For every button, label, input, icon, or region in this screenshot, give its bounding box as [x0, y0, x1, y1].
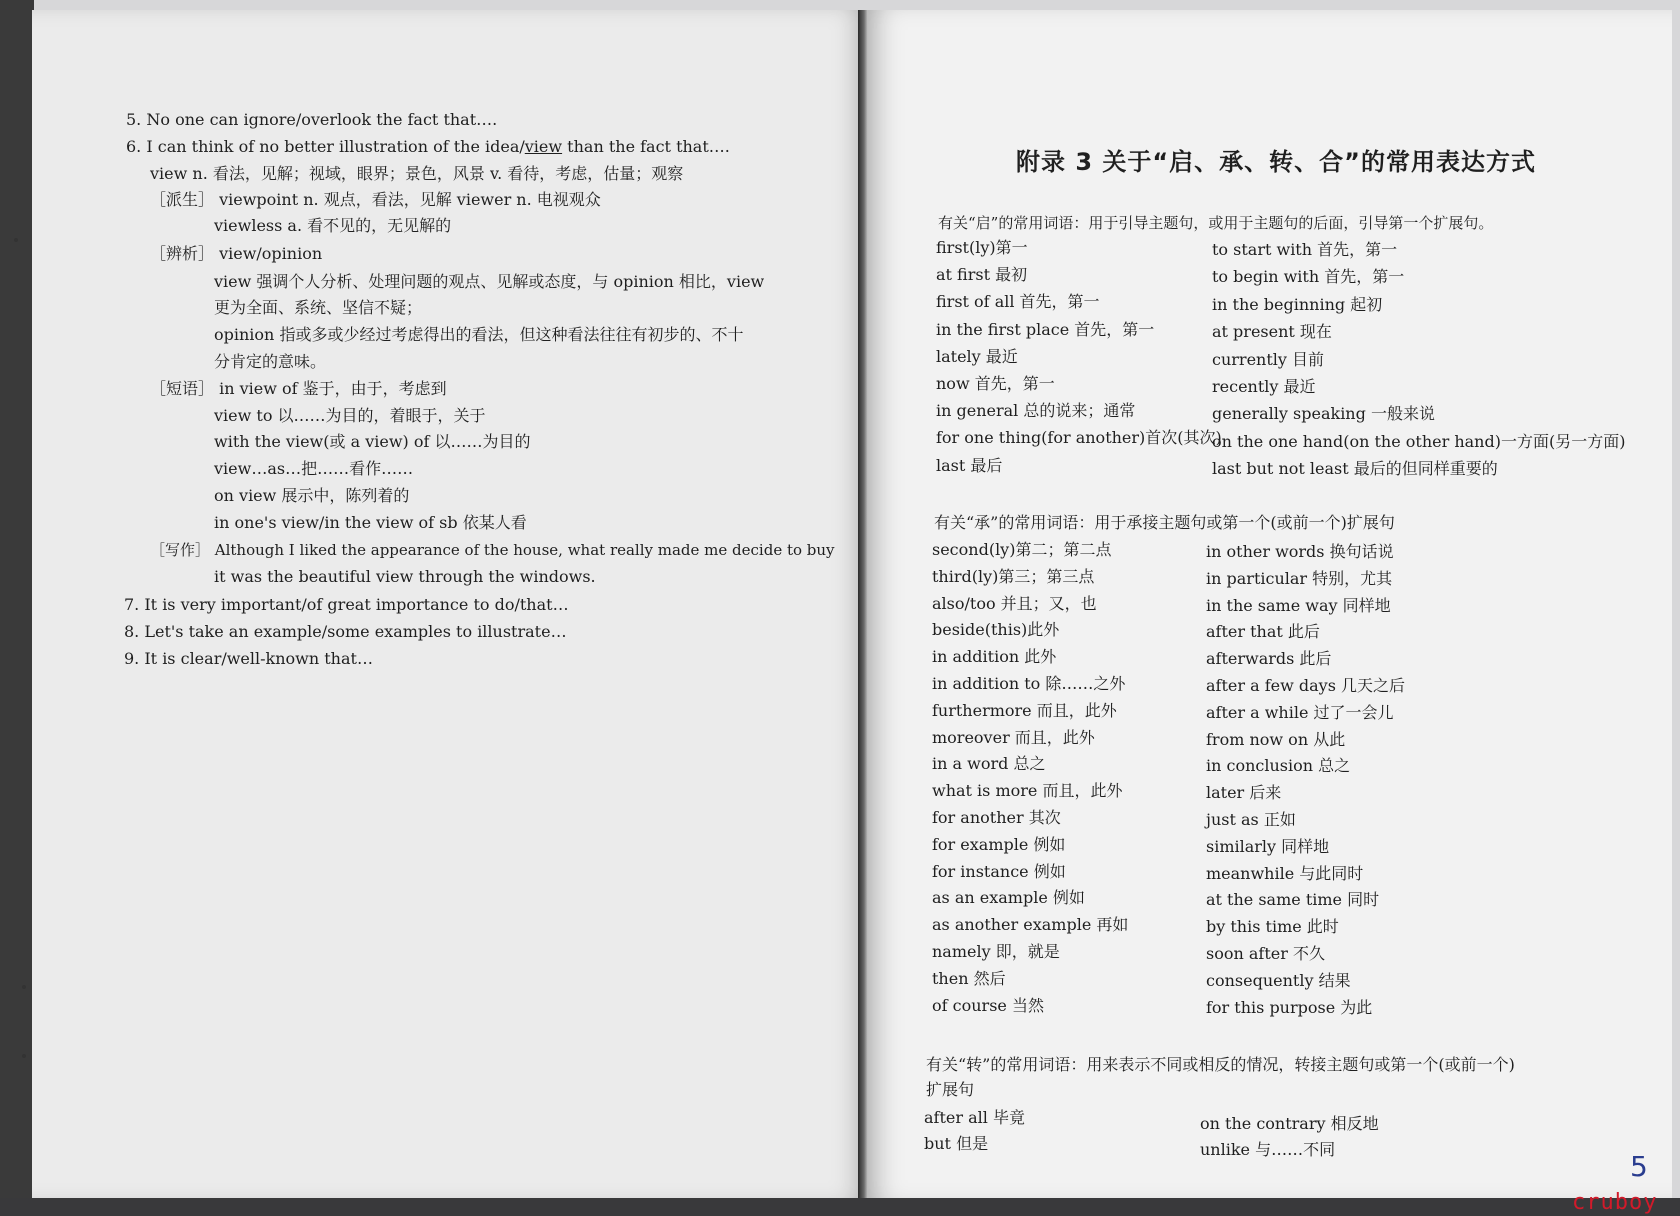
cheng-left-item: as another example 再如: [932, 915, 1129, 935]
cheng-left-item: in addition to 除……之外: [932, 674, 1126, 693]
zhuan-intro: 有关“转”的常用词语：用来表示不同或相反的情况，转接主题句或第一个(或前一个): [926, 1055, 1515, 1074]
qi-right-item: in the beginning 起初: [1212, 294, 1383, 314]
scan-speck: [22, 985, 26, 989]
left-line: ［派生］ viewpoint n. 观点，看法，见解 viewer n. 电视观众: [150, 190, 601, 209]
cheng-left-item: third(ly)第三；第三点: [932, 566, 1095, 586]
cheng-left-item: moreover 而且，此外: [932, 727, 1095, 747]
cheng-intro: 有关“承”的常用词语：用于承接主题句或第一个(或前一个)扩展句: [934, 513, 1395, 532]
cheng-right-item: after a few days 几天之后: [1206, 676, 1406, 695]
cheng-right-item: from now on 从此: [1206, 729, 1346, 749]
watermark: cruboy: [1572, 1190, 1658, 1215]
cheng-left-item: second(ly)第二；第二点: [932, 540, 1112, 559]
cheng-right-item: in conclusion 总之: [1206, 756, 1351, 776]
qi-left-item: last 最后: [936, 455, 1003, 475]
cheng-left-item: in addition 此外: [932, 647, 1057, 667]
cheng-right-item: after a while 过了一会儿: [1206, 702, 1394, 722]
left-line: 5. No one can ignore/overlook the fact that….: [126, 110, 498, 129]
qi-left-item: in general 总的说来；通常: [936, 401, 1136, 421]
left-line: view to 以……为目的，着眼于，关于: [214, 406, 486, 425]
zhuan-right-item: on the contrary 相反地: [1200, 1114, 1379, 1133]
left-line: 更为全面、系统、坚信不疑；: [214, 298, 423, 317]
cheng-left-item: furthermore 而且，此外: [932, 700, 1117, 720]
left-line: it was the beautiful view through the windows.: [214, 567, 596, 586]
left-line: view…as…把……看作……: [214, 459, 414, 478]
qi-left-item: first(ly)第一: [936, 238, 1028, 257]
left-line: viewless a. 看不见的，无见解的: [214, 216, 452, 235]
qi-right-item: to start with 首先，第一: [1212, 240, 1398, 259]
cheng-left-item: also/too 并且；又，也: [932, 593, 1097, 613]
zhuan-intro-cont: 扩展句: [926, 1080, 975, 1099]
qi-left-item: now 首先，第一: [936, 374, 1055, 393]
cheng-left-item: namely 即，就是: [932, 942, 1060, 961]
qi-right-item: at present 现在: [1212, 322, 1332, 342]
qi-right-item: to begin with 首先，第一: [1212, 267, 1405, 287]
scan-speck: [22, 1054, 26, 1058]
left-line: 分肯定的意味。: [214, 352, 327, 371]
cheng-right-item: after that 此后: [1206, 622, 1320, 642]
left-line: 9. It is clear/well-known that…: [124, 649, 373, 668]
cheng-left-item: in a word 总之: [932, 754, 1046, 774]
qi-intro: 有关“启”的常用词语：用于引导主题句，或用于主题句的后面，引导第一个扩展句。: [938, 214, 1494, 232]
page-number: 5: [1630, 1150, 1648, 1183]
cheng-right-item: afterwards 此后: [1206, 649, 1332, 669]
cheng-left-item: for example 例如: [932, 834, 1066, 854]
qi-left-item: in the first place 首先，第一: [936, 319, 1155, 339]
left-line: ［辨析］ view/opinion: [150, 244, 323, 263]
cheng-right-item: just as 正如: [1206, 810, 1296, 829]
cheng-right-item: consequently 结果: [1206, 970, 1351, 990]
qi-right-item: on the one hand(on the other hand)一方面(另一方面): [1212, 431, 1626, 451]
qi-right-item: currently 目前: [1212, 349, 1325, 369]
left-line: view n. 看法，见解；视域，眼界；景色，风景 v. 看待，考虑，估量；观察: [150, 164, 684, 183]
cheng-left-item: of course 当然: [932, 995, 1044, 1015]
cheng-left-item: what is more 而且，此外: [932, 781, 1123, 801]
cheng-right-item: soon after 不久: [1206, 944, 1325, 963]
qi-left-item: at first 最初: [936, 265, 1028, 285]
book-gutter: [858, 10, 868, 1200]
cheng-right-item: for this purpose 为此: [1206, 997, 1373, 1017]
qi-right-item: recently 最近: [1212, 377, 1316, 396]
zhuan-left-item: but 但是: [924, 1134, 989, 1153]
left-line: with the view(或 a view) of 以……为目的: [214, 432, 531, 451]
qi-right-item: generally speaking 一般来说: [1212, 404, 1435, 424]
cheng-right-item: in the same way 同样地: [1206, 595, 1391, 615]
left-line: 7. It is very important/of great importance to do/that…: [124, 595, 569, 614]
scan-speck: [14, 238, 18, 242]
cheng-right-item: at the same time 同时: [1206, 890, 1380, 910]
left-line: view 强调个人分析、处理问题的观点、见解或态度，与 opinion 相比，view: [214, 272, 765, 291]
cheng-right-item: in other words 换句话说: [1206, 542, 1394, 561]
left-line: ［短语］ in view of 鉴于，由于，考虑到: [150, 379, 447, 398]
qi-right-item: last but not least 最后的但同样重要的: [1212, 459, 1498, 479]
qi-left-item: lately 最近: [936, 346, 1018, 366]
zhuan-right-item: unlike 与……不同: [1200, 1140, 1336, 1159]
zhuan-left-item: after all 毕竟: [924, 1108, 1025, 1127]
cheng-left-item: as an example 例如: [932, 888, 1085, 908]
left-line: 6. I can think of no better illustration of the idea/view than the fact that….: [126, 137, 730, 156]
left-line: on view 展示中，陈列着的: [214, 486, 410, 505]
cheng-right-item: by this time 此时: [1206, 917, 1339, 937]
left-line: in one's view/in the view of sb 依某人看: [214, 513, 527, 532]
cheng-right-item: meanwhile 与此同时: [1206, 863, 1364, 883]
cheng-left-item: for another 其次: [932, 808, 1061, 827]
scan-edge-left: [0, 0, 34, 1216]
appendix-title: 附录 3 关于“启、承、转、合”的常用表达方式: [1016, 148, 1536, 176]
left-line: ［写作］ Although I liked the appearance of the house, what really made me decide to buy: [150, 541, 835, 559]
cheng-left-item: for instance 例如: [932, 861, 1066, 881]
scan-edge-bottom: [0, 1198, 1680, 1216]
cheng-right-item: in particular 特别，尤其: [1206, 568, 1393, 588]
cheng-right-item: later 后来: [1206, 783, 1282, 803]
qi-left-item: first of all 首先，第一: [936, 292, 1100, 312]
qi-left-item: for one thing(for another)首次(其次): [936, 428, 1222, 448]
left-line: opinion 指或多或少经过考虑得出的看法，但这种看法往往有初步的、不十: [214, 325, 744, 344]
left-line: 8. Let's take an example/some examples to illustrate…: [124, 622, 567, 641]
cheng-left-item: then 然后: [932, 968, 1006, 988]
cheng-right-item: similarly 同样地: [1206, 836, 1330, 856]
cheng-left-item: beside(this)此外: [932, 620, 1060, 640]
